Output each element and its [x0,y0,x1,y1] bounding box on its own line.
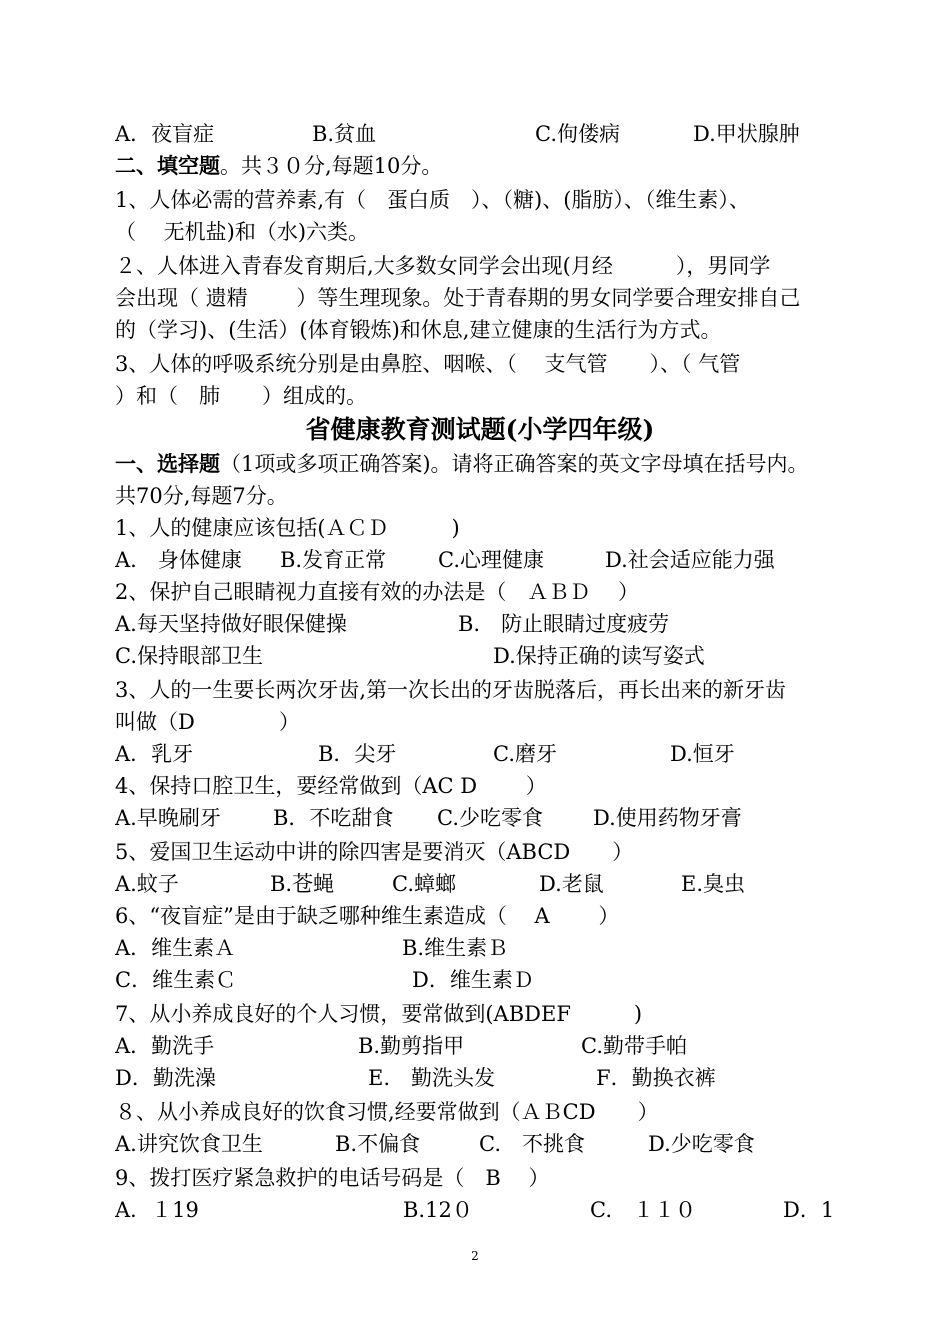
q9-option-b: B.12０ [403,1198,473,1222]
q2-option-c: C.保持眼部卫生 [115,644,263,668]
question-5-options [115,868,845,900]
question-7-options-row1 [115,1030,845,1062]
q2-option-a: A.每天坚持做好眼保健操 [115,612,347,636]
q3-option-a: A．乳牙 [115,742,194,766]
fill-q2-line1: ２、人体进入青春发育期后,大多数女同学会出现(月经 ），男同学 [115,254,771,278]
question-8: ８、从小养成良好的饮食习惯,经要常做到（ＡＢCD ） [115,1100,659,1124]
question-7: 7、从小养成良好的个人习惯，要常做到(ABDEF ) [115,1002,643,1026]
q4-option-a: A.早晚刷牙 [115,806,221,830]
q5-option-b: B.苍蝇 [270,872,335,896]
fill-heading-note: 。共３０分,每题10分。 [220,154,443,178]
q3-option-d: D.恒牙 [670,742,735,766]
q1-option-c: C.心理健康 [438,548,544,572]
question-3-line2: 叫做（D ） [115,710,300,734]
q7-option-c: C.勤带手帕 [581,1034,687,1058]
question-3-options [115,738,845,770]
fill-q2-line3: 的（学习)、(生活）(体育锻炼)和休息,建立健康的生活行为方式。 [115,318,722,342]
q3-option-b: B．尖牙 [318,742,397,766]
question-6-options-row2 [115,964,845,996]
q5-option-d: D.老鼠 [539,872,604,896]
q7-option-d: D．勤洗澡 [115,1066,216,1090]
q6-option-d: D．维生素Ｄ [412,968,534,992]
top-options-row [115,118,845,150]
option-b: B.贫血 [312,122,377,146]
q9-option-d: D．1 [783,1198,835,1222]
q1-option-d: D.社会适应能力强 [605,548,775,572]
option-c: C.佝偻病 [535,122,620,146]
question-6: 6、“夜盲症”是由于缺乏哪种维生素造成（ A ） [115,904,620,928]
fill-q3-line1: 3、人体的呼吸系统分别是由鼻腔、咽喉、（ 支气管 ）、（ 气管 [115,352,741,376]
q8-option-b: B.不偏食 [335,1132,421,1156]
q5-option-a: A.蚊子 [115,872,179,896]
q7-option-f: F．勤换衣裤 [596,1066,716,1090]
choice-section-heading [115,448,845,480]
q5-option-c: C.蟑螂 [392,872,456,896]
question-8-options [115,1128,845,1160]
choice-heading-note-line2: 共70分,每题7分。 [115,484,288,508]
q4-option-b: B．不吃甜食 [273,806,394,830]
q4-option-c: C.少吃零食 [437,806,543,830]
question-9: 9、拨打医疗紧急救护的电话号码是（ B ） [115,1166,550,1190]
choice-heading-note: （1项或多项正确答案)。请将正确答案的英文字母填在括号内。 [220,452,809,476]
question-7-options-row2 [115,1062,845,1094]
question-1: 1、人的健康应该包括(ＡＣＤ ) [115,516,460,540]
q1-option-a: A. 身体健康 [115,548,242,572]
q8-option-a: A.讲究饮食卫生 [115,1132,263,1156]
question-4-options [115,802,845,834]
q7-option-e: E. 勤洗头发 [368,1066,496,1090]
q5-option-e: E.臭虫 [681,872,746,896]
question-5: 5、爱国卫生运动中讲的除四害是要消灭（ABCD ） [115,840,634,864]
question-2-options-row2 [115,640,845,672]
q8-option-c: C. 不挑食 [479,1132,585,1156]
page-title: 省健康教育测试题(小学四年级) [305,415,655,444]
option-d: D.甲状腺肿 [693,122,800,146]
question-3: 3、人的一生要长两次牙齿,第一次长出的牙齿脱落后，再长出来的新牙齿 [115,678,787,702]
question-1-options [115,544,845,576]
question-9-options [115,1194,845,1226]
q9-option-c: C. １１０ [590,1198,696,1222]
q1-option-b: B.发育正常 [280,548,387,572]
choice-heading-label: 一、选择题 [115,451,220,476]
q4-option-d: D.使用药物牙膏 [593,806,742,830]
q2-option-d: D.保持正确的读写姿式 [493,644,705,668]
q8-option-d: D.少吃零食 [648,1132,755,1156]
page-number: 2 [471,1249,479,1263]
q2-option-b: B. 防止眼睛过度疲劳 [458,612,670,636]
q6-option-b: B.维生素Ｂ [402,936,509,960]
q7-option-a: A．勤洗手 [115,1034,215,1058]
fill-section-heading [115,150,845,182]
option-a: A．夜盲症 [115,122,215,146]
q7-option-b: B.勤剪指甲 [358,1034,465,1058]
question-2-options-row1 [115,608,845,640]
fill-q3-line2: ）和（ 肺 ）组成的。 [115,384,367,408]
fill-q1-line1: 1、人体必需的营养素,有（ 蛋白质 ）、（糖)、(脂肪）、（维生素）、 [115,188,750,212]
q3-option-c: C.磨牙 [493,742,557,766]
fill-q1-line2: （ 无机盐)和（水)六类。 [115,220,370,244]
fill-q2-line2: 会出现（ 遗精 ）等生理现象。处于青春期的男女同学要合理安排自己 [115,286,801,310]
fill-heading-label: 二、填空题 [115,153,220,178]
q6-option-a: A．维生素Ａ [115,936,236,960]
q9-option-a: A．１19 [115,1198,199,1222]
question-4: 4、保持口腔卫生，要经常做到（AC D ） [115,774,547,798]
question-2: 2、保护自己眼睛视力直接有效的办法是（ ＡＢＤ ） [115,580,640,604]
q6-option-c: C．维生素Ｃ [115,968,237,992]
question-6-options-row1 [115,932,845,964]
